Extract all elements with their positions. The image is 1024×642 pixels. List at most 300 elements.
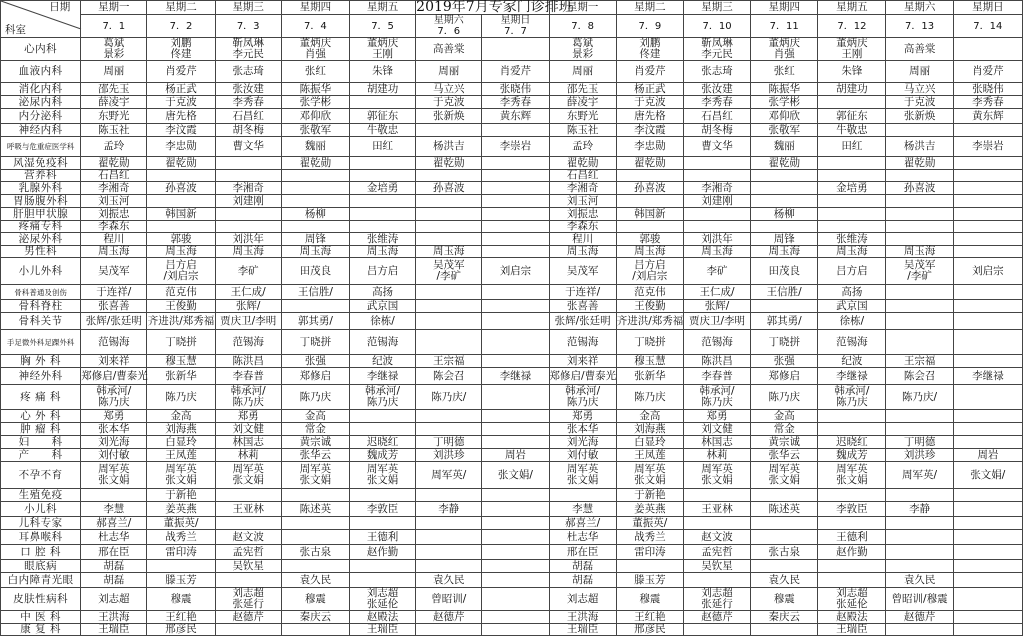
schedule-cell: [416, 233, 482, 246]
table-row: [1, 137, 1023, 157]
schedule-cell: [616, 368, 683, 385]
dept-name: 男性科: [1, 246, 81, 258]
doctor-name: 石昌红: [232, 109, 264, 122]
schedule-cell: [281, 246, 349, 258]
schedule-cell: [81, 195, 147, 208]
doctor-name: 王德利: [836, 530, 868, 543]
schedule-cell: [953, 573, 1022, 588]
schedule-cell: [549, 330, 616, 355]
doctor-name: 纪波: [372, 354, 394, 367]
schedule-cell: [81, 38, 147, 61]
doctor-name: 张汝建: [232, 82, 264, 95]
schedule-cell: [818, 573, 886, 588]
schedule-cell: [349, 96, 415, 109]
doctor-name: 黄宗诚: [299, 435, 332, 448]
doctor-name: 范克伟: [165, 285, 197, 298]
doctor-name: 武京国: [366, 299, 399, 312]
schedule-cell: [416, 436, 482, 449]
schedule-cell: [616, 449, 683, 462]
schedule-cell: [818, 300, 886, 313]
doctor-name: 迟晓红: [836, 435, 868, 448]
schedule-cell: [416, 109, 482, 124]
doctor-name: 吕方启: [836, 264, 868, 277]
doctor-name: 李秀春: [232, 95, 264, 108]
doctor-name: 周军英: [566, 463, 599, 475]
doctor-name: 李湘奇: [98, 181, 130, 194]
doctor-name: 张喜善: [98, 299, 130, 312]
doctor-name: 魏成芳: [836, 448, 868, 461]
doctor-name: 张华云: [768, 448, 800, 461]
doctor-name: 张辉/张廷明: [554, 314, 611, 327]
doctor-name: 葛斌: [103, 37, 125, 49]
doctor-name: 林莉: [706, 448, 728, 461]
doctor-name: 刘付敏: [98, 448, 130, 461]
doctor-name: 吕方启: [165, 259, 197, 271]
doctor-name: 魏成芳: [366, 448, 399, 461]
schedule-cell: [751, 195, 818, 208]
header-date-row: [1, 15, 1023, 38]
doctor-name: 王瑞臣: [366, 623, 399, 635]
schedule-cell: [147, 170, 215, 182]
schedule-cell: [818, 462, 886, 489]
date-1: 7．1: [81, 15, 147, 38]
dept-name: 耳鼻喉科: [1, 530, 81, 545]
doctor-name: 杨正武: [634, 82, 666, 95]
doctor-name: 郑勇: [572, 409, 594, 422]
doctor-name: 范锡海: [701, 335, 733, 348]
schedule-cell: [81, 246, 147, 258]
doctor-name: 田茂良: [299, 264, 332, 277]
schedule-cell: [751, 385, 818, 410]
doctor-name: 郭骏: [639, 232, 661, 245]
doctor-name: 穆震: [170, 592, 192, 605]
dept-name: 骨科关节: [1, 313, 81, 330]
doctor-name: 刘建刚: [232, 194, 264, 207]
schedule-cell: [549, 246, 616, 258]
schedule-cell: [549, 502, 616, 517]
schedule-cell: [549, 410, 616, 423]
schedule-cell: [416, 182, 482, 195]
schedule-cell: [751, 489, 818, 502]
schedule-cell: [683, 61, 750, 83]
doctor-name: 韩承河/: [565, 385, 601, 397]
schedule-cell: [215, 246, 281, 258]
table-row: [1, 182, 1023, 195]
table-row: [1, 285, 1023, 300]
doctor-name: 陈乃庆: [566, 396, 599, 408]
table-row: [1, 109, 1023, 124]
schedule-cell: [818, 246, 886, 258]
doctor-name: 周玉海: [566, 245, 599, 257]
dept-name: 骨科脊柱: [1, 300, 81, 313]
doctor-name: 刘海燕: [634, 422, 666, 435]
schedule-cell: [683, 313, 750, 330]
doctor-name: 赵德芹: [903, 610, 936, 623]
doctor-name: /李矿: [907, 270, 932, 282]
doctor-name: 常金: [773, 422, 795, 435]
dept-name: 泌尿内科: [1, 96, 81, 109]
schedule-cell: [416, 157, 482, 170]
schedule-cell: [215, 38, 281, 61]
schedule-cell: [953, 258, 1022, 285]
doctor-name: 金培勇: [366, 181, 399, 194]
doctor-name: 李崇岩: [972, 140, 1004, 152]
doctor-name: 肖爱芹: [499, 65, 532, 77]
date-13: 7．13: [886, 15, 953, 38]
schedule-cell: [215, 195, 281, 208]
schedule-cell: [616, 436, 683, 449]
schedule-cell: [751, 462, 818, 489]
doctor-name: 王亚林: [232, 502, 264, 515]
doctor-name: 穆玉慧: [165, 354, 197, 367]
doctor-name: 胡建功: [366, 82, 399, 95]
doctor-name: 孟宪哲: [701, 545, 733, 558]
doctor-name: 郭其勇/: [766, 314, 802, 327]
schedule-cell: [616, 109, 683, 124]
doctor-name: 赵文波: [701, 530, 733, 543]
doctor-name: 黄宗诚: [768, 435, 800, 448]
schedule-cell: [215, 611, 281, 624]
schedule-cell: [349, 462, 415, 489]
doctor-name: 白显玲: [634, 435, 666, 448]
doctor-name: 王宗福: [903, 354, 936, 367]
schedule-cell: [482, 137, 549, 157]
doctor-name: 翟乾勋: [634, 156, 666, 169]
table-row: [1, 385, 1023, 410]
schedule-cell: [81, 124, 147, 137]
doctor-name: 韩国新: [634, 207, 666, 220]
schedule-cell: [349, 560, 415, 573]
schedule-cell: [549, 109, 616, 124]
doctor-name: 肖爱芹: [972, 65, 1004, 77]
corner-cell: [1, 1, 81, 38]
doctor-name: 郑修启: [299, 369, 332, 382]
table-row: [1, 246, 1023, 258]
schedule-cell: [147, 530, 215, 545]
schedule-cell: [616, 83, 683, 96]
weekday-6: 星期六: [433, 15, 464, 26]
schedule-cell: [751, 208, 818, 221]
doctor-name: 张志琦: [232, 65, 264, 77]
doctor-name: 胡冬梅: [232, 123, 264, 136]
schedule-cell: [147, 355, 215, 368]
dept-name: 产 科: [1, 449, 81, 462]
schedule-cell: [81, 137, 147, 157]
schedule-cell: [616, 233, 683, 246]
schedule-cell: [886, 61, 953, 83]
doctor-name: 周军英: [701, 463, 733, 475]
schedule-cell: [215, 436, 281, 449]
schedule-cell: [886, 423, 953, 436]
schedule-cell: [953, 423, 1022, 436]
schedule-cell: [281, 611, 349, 624]
schedule-cell: [281, 489, 349, 502]
doctor-name: 陈会召: [903, 369, 936, 382]
doctor-name: 张辉/: [235, 299, 261, 312]
doctor-name: 陈乃庆: [299, 390, 332, 403]
table-row: [1, 449, 1023, 462]
doctor-name: 吕方启: [366, 264, 399, 277]
dept-name: 心 外 科: [1, 410, 81, 423]
doctor-name: 吴茂军: [433, 259, 465, 271]
doctor-name: 穆震: [639, 592, 661, 605]
schedule-cell: [81, 489, 147, 502]
schedule-cell: [549, 462, 616, 489]
doctor-name: 韩承河/: [699, 385, 735, 397]
doctor-name: 刘洪年: [701, 232, 733, 245]
schedule-cell: [953, 313, 1022, 330]
doctor-name: 景彩: [572, 48, 594, 60]
doctor-name: 高善棠: [903, 42, 936, 55]
schedule-cell: [81, 313, 147, 330]
doctor-name: 靳凤琳: [232, 37, 264, 49]
schedule-cell: [147, 157, 215, 170]
schedule-cell: [482, 449, 549, 462]
doctor-name: 胡磊: [103, 573, 125, 586]
doctor-name: 郭征东: [836, 109, 868, 122]
schedule-cell: [482, 462, 549, 489]
schedule-cell: [549, 233, 616, 246]
doctor-name: 张强: [773, 354, 795, 367]
schedule-cell: [616, 560, 683, 573]
schedule-cell: [751, 530, 818, 545]
schedule-cell: [818, 208, 886, 221]
doctor-name: 李继禄: [972, 369, 1004, 382]
doctor-name: 李继禄: [499, 369, 532, 382]
schedule-cell: [215, 449, 281, 462]
schedule-cell: [953, 195, 1022, 208]
schedule-cell: [416, 355, 482, 368]
schedule-cell: [953, 233, 1022, 246]
doctor-name: 李秀春: [499, 95, 532, 108]
doctor-name: 陈玉社: [566, 123, 599, 136]
doctor-name: 秦庆云: [768, 610, 800, 623]
schedule-cell: [416, 423, 482, 436]
schedule-cell: [751, 61, 818, 83]
schedule-cell: [281, 588, 349, 611]
schedule-cell: [215, 124, 281, 137]
doctor-name: 姜英燕: [634, 502, 666, 515]
doctor-name: 邢在臣: [566, 545, 599, 558]
doctor-name: 张辉/: [704, 299, 730, 312]
schedule-cell: [482, 330, 549, 355]
doctor-name: 刘海燕: [165, 422, 197, 435]
doctor-name: 张敬军: [768, 123, 800, 136]
date-8: 7．8: [549, 15, 616, 38]
doctor-name: 张晓伟: [499, 82, 532, 95]
schedule-cell: [81, 502, 147, 517]
schedule-cell: [953, 208, 1022, 221]
doctor-name: 陈振华: [299, 82, 332, 95]
doctor-name: 王俊勤: [165, 299, 197, 312]
schedule-cell: [147, 83, 215, 96]
schedule-cell: [147, 38, 215, 61]
schedule-cell: [886, 436, 953, 449]
schedule-cell: [616, 61, 683, 83]
doctor-name: 周丽: [438, 65, 460, 77]
schedule-cell: [886, 300, 953, 313]
schedule-cell: [886, 195, 953, 208]
schedule-cell: [953, 410, 1022, 423]
doctor-name: 李汶霞: [634, 123, 666, 136]
doctor-name: 李矿: [237, 264, 259, 277]
doctor-name: 董炳庆: [366, 37, 399, 49]
doctor-name: 张文娟: [566, 474, 599, 486]
schedule-cell: [683, 517, 750, 530]
table-row: [1, 560, 1023, 573]
schedule-cell: [416, 545, 482, 560]
schedule-cell: [81, 560, 147, 573]
schedule-cell: [953, 61, 1022, 83]
schedule-cell: [616, 330, 683, 355]
schedule-cell: [616, 208, 683, 221]
schedule-cell: [953, 137, 1022, 157]
schedule-cell: [683, 436, 750, 449]
doctor-name: 东野光: [566, 109, 599, 122]
schedule-cell: [281, 313, 349, 330]
schedule-cell: [751, 436, 818, 449]
doctor-name: 程川: [103, 232, 125, 245]
dept-name: 风湿免疫科: [1, 157, 81, 170]
schedule-cell: [818, 368, 886, 385]
date-11: 7．11: [751, 15, 818, 38]
schedule-cell: [147, 449, 215, 462]
doctor-name: 范锡海: [836, 335, 868, 348]
schedule-cell: [886, 109, 953, 124]
doctor-name: 赵殿法: [836, 610, 868, 623]
schedule-cell: [215, 385, 281, 410]
schedule-cell: [147, 137, 215, 157]
schedule-cell: [349, 109, 415, 124]
doctor-name: 范克伟: [634, 285, 666, 298]
doctor-name: 周玉海: [634, 245, 666, 257]
schedule-cell: [215, 233, 281, 246]
doctor-name: 张新焕: [433, 109, 465, 122]
weekday-14: 星期日: [953, 1, 1022, 15]
doctor-name: 金高: [170, 409, 192, 422]
schedule-cell: [349, 285, 415, 300]
doctor-name: 陈乃庆: [98, 396, 130, 408]
doctor-name: /李矿: [436, 270, 462, 282]
schedule-cell: [549, 530, 616, 545]
table-row: [1, 195, 1023, 208]
schedule-cell: [81, 462, 147, 489]
schedule-cell: [818, 545, 886, 560]
schedule-cell: [281, 258, 349, 285]
doctor-name: 袁久民: [299, 573, 332, 586]
weekday-1: 星期一: [81, 1, 147, 15]
doctor-name: 刘鹏: [170, 37, 192, 49]
schedule-cell: [549, 137, 616, 157]
doctor-name: 张强: [304, 354, 326, 367]
schedule-cell: [751, 96, 818, 109]
doctor-name: 张本华: [98, 422, 130, 435]
schedule-cell: [81, 170, 147, 182]
schedule-cell: [683, 588, 750, 611]
schedule-cell: [616, 246, 683, 258]
dept-name: 神经内科: [1, 124, 81, 137]
schedule-cell: [215, 330, 281, 355]
doctor-name: 刘文健: [232, 422, 264, 435]
schedule-cell: [416, 611, 482, 624]
doctor-name: 张新华: [165, 369, 197, 382]
doctor-name: 胡磊: [103, 559, 125, 572]
doctor-name: 周军英: [634, 463, 666, 475]
doctor-name: 张文娟: [165, 474, 197, 486]
doctor-name: 雷印涛: [165, 545, 197, 558]
schedule-cell: [281, 502, 349, 517]
schedule-cell: [683, 423, 750, 436]
schedule-cell: [886, 38, 953, 61]
doctor-name: 陈乃庆: [232, 396, 264, 408]
schedule-cell: [751, 38, 818, 61]
dept-name: 肝胆甲状腺: [1, 208, 81, 221]
schedule-cell: [215, 462, 281, 489]
schedule-cell: [215, 109, 281, 124]
schedule-cell: [147, 611, 215, 624]
doctor-name: 李湘奇: [566, 181, 599, 194]
schedule-cell: [549, 61, 616, 83]
schedule-cell: [215, 300, 281, 313]
schedule-cell: [349, 410, 415, 423]
doctor-name: 刘建刚: [701, 194, 733, 207]
doctor-name: 李森东: [566, 220, 599, 232]
schedule-cell: [616, 611, 683, 624]
table-row: [1, 221, 1023, 233]
schedule-cell: [683, 449, 750, 462]
schedule-cell: [349, 170, 415, 182]
table-row: [1, 233, 1023, 246]
schedule-cell: [482, 258, 549, 285]
doctor-name: 李慧: [103, 502, 125, 515]
schedule-cell: [818, 423, 886, 436]
dept-name: 中 医 科: [1, 611, 81, 624]
doctor-name: 金培勇: [836, 181, 868, 194]
schedule-cell: [683, 221, 750, 233]
doctor-name: 郑修启: [768, 369, 800, 382]
doctor-name: 刘志超: [701, 587, 733, 599]
schedule-cell: [886, 96, 953, 109]
doctor-name: 翟乾勋: [98, 156, 130, 169]
doctor-name: 刘志超: [232, 587, 264, 599]
schedule-cell: [549, 157, 616, 170]
doctor-name: 薛凌宇: [98, 95, 130, 108]
schedule-cell: [683, 285, 750, 300]
schedule-cell: [281, 517, 349, 530]
doctor-name: 张文娟/: [497, 468, 533, 481]
doctor-name: 魏丽: [773, 140, 795, 152]
schedule-cell: [81, 221, 147, 233]
schedule-cell: [683, 410, 750, 423]
schedule-cell: [886, 330, 953, 355]
doctor-name: /刘启宗: [632, 270, 668, 282]
table-row: [1, 61, 1023, 83]
schedule-cell: [81, 61, 147, 83]
schedule-cell: [416, 330, 482, 355]
table-row: [1, 300, 1023, 313]
schedule-cell: [482, 611, 549, 624]
doctor-name: 唐先格: [634, 109, 666, 122]
schedule-cell: [281, 61, 349, 83]
doctor-name: 王俊勤: [634, 299, 666, 312]
doctor-name: 李矿: [706, 264, 728, 277]
schedule-cell: [215, 61, 281, 83]
schedule-cell: [616, 195, 683, 208]
schedule-cell: [81, 182, 147, 195]
schedule-cell: [683, 182, 750, 195]
doctor-name: 雷印涛: [634, 545, 666, 558]
doctor-name: 邓仰欣: [299, 109, 332, 122]
